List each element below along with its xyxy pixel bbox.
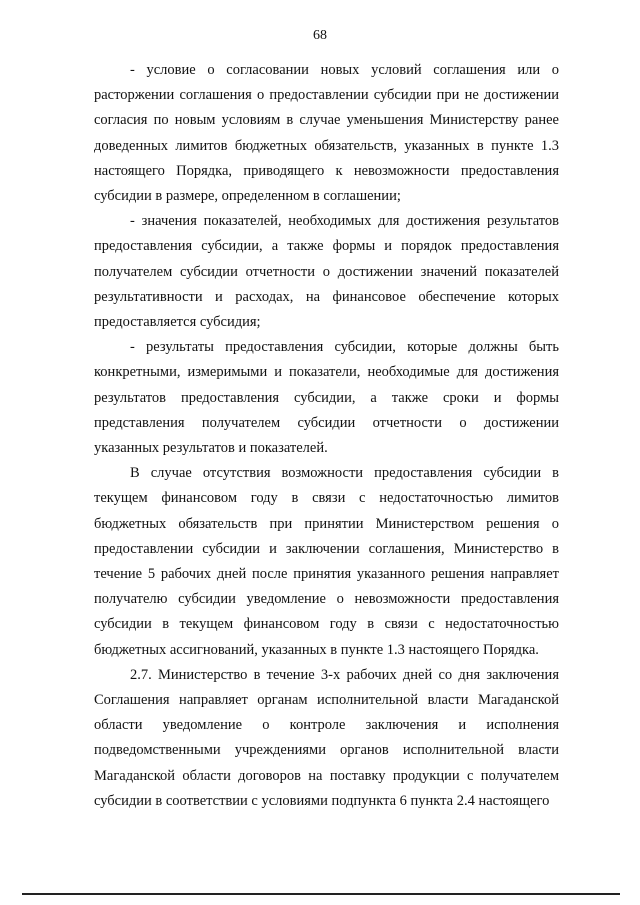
paragraph-indicator-values: - значения показателей, необходимых для достижения результатов предоставления субсидии, а также формы и порядок предоставления получателем субсидии отчетности о достижении значений показателей результативности и расходах, на финансовое обеспечение которых предоставляется субсидия; xyxy=(94,213,559,331)
paragraph-condition-agreement: - условие о согласовании новых условий соглашения или о расторжении соглашения о предоставлении субсидии при не достижении согласия по новым условиям в случае уменьшения Министерству ранее доведенных лимитов бюджетных обязательств, указанных в пункте 1.3 настоящего Порядка, приводящего к невозможности предоставления субсидии в размере, определенном в соглашении; xyxy=(94,62,559,205)
document-body xyxy=(94,58,559,814)
paragraph-section-2-7: 2.7. Министерство в течение 3-х рабочих дней со дня заключения Соглашения направляет органам исполнительной власти Магаданской области уведомление о контроле заключения и исполнения подведомственными учреждениями органов исполнительной власти Магаданской области договоров на поставку продукции с получателем субсидии в соответствии с условиями подпункта 6 пункта 2.4 настоящего xyxy=(94,666,559,809)
paragraph-insufficient-limits: В случае отсутствия возможности предоставления субсидии в текущем финансовом году в связи с недостаточностью лимитов бюджетных обязательств при принятии Министерством решения о предоставлении субсидии и заключении соглашения, Министерство в течение 5 рабочих дней после принятия указанного решения направляет получателю субсидии уведомление о невозможности предоставления субсидии в текущем финансовом году в связи с недостаточностью бюджетных ассигнований, указанных в пункте 1.3 настоящего Порядка. xyxy=(94,465,559,658)
paragraph-subsidy-results: - результаты предоставления субсидии, которые должны быть конкретными, измеримыми и показатели, необходимые для достижения результатов предоставления субсидии, а также сроки и формы представления получателем субсидии отчетности о достижении указанных результатов и показателей. xyxy=(94,339,559,457)
page-number: 68 xyxy=(313,28,327,43)
page-bottom-divider xyxy=(22,893,620,895)
